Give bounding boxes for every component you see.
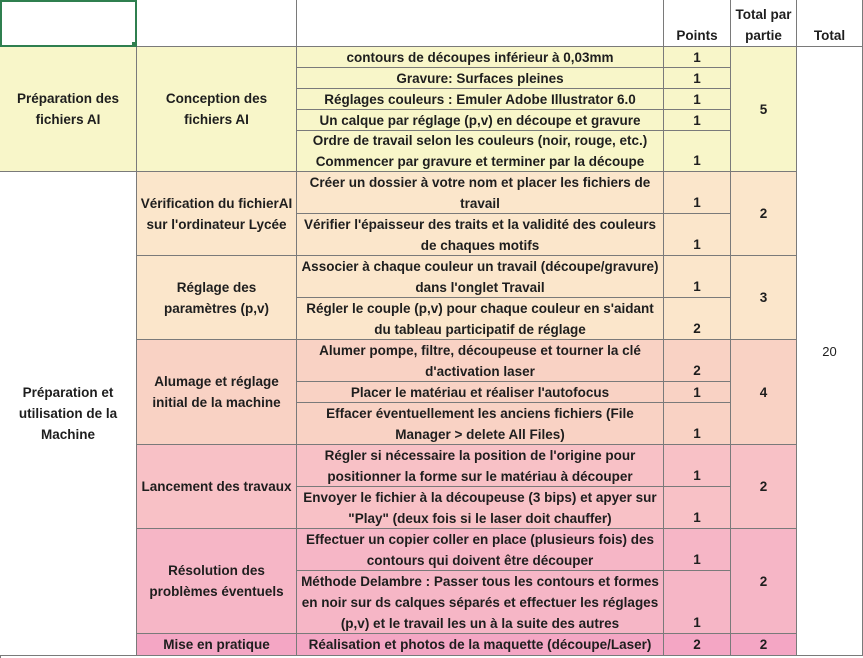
header-blank-cell[interactable]	[297, 0, 664, 47]
criterion-cell: Réalisation et photos de la maquette (découpe/Laser)	[297, 634, 664, 656]
group-reglage: Réglage des paramètres (p,v)	[137, 256, 297, 340]
points-cell: 2	[664, 634, 731, 656]
section-ai: Préparation des fichiers AI	[0, 47, 137, 172]
points-cell: 2	[664, 298, 731, 340]
criterion-cell: Créer un dossier à votre nom et placer les fichiers de travail	[297, 172, 664, 214]
points-cell: 1	[664, 172, 731, 214]
criterion-cell: Régler si nécessaire la position de l'origine pour positionner la forme sur le matériau à découper	[297, 445, 664, 487]
group-resolution: Résolution des problèmes éventuels	[137, 529, 297, 634]
total-partie-cell: 2	[731, 172, 797, 256]
group-allumage: Alumage et réglage initial de la machine	[137, 340, 297, 445]
criterion-cell: Associer à chaque couleur un travail (découpe/gravure) dans l'onglet Travail	[297, 256, 664, 298]
header-blank-cell[interactable]	[137, 0, 297, 47]
criterion-cell: Méthode Delambre : Passer tous les contours et formes en noir sur ds calques séparés et effectuer les réglages (p,v) et le travail les un à la suite des autres	[297, 571, 664, 634]
total-partie-cell: 3	[731, 256, 797, 340]
points-cell: 1	[664, 571, 731, 634]
points-cell: 1	[664, 214, 731, 256]
total-partie-cell: 2	[731, 529, 797, 634]
total-partie-cell: 5	[731, 47, 797, 172]
criterion-cell: Alumer pompe, filtre, découpeuse et tourner la clé d'activation laser	[297, 340, 664, 382]
header-points: Points	[664, 0, 731, 47]
points-cell: 1	[664, 68, 731, 89]
section-machine: Préparation et utilisation de la Machine	[0, 172, 137, 656]
grand-total-cell: 20	[797, 47, 863, 656]
points-cell: 1	[664, 403, 731, 445]
points-cell: 1	[664, 110, 731, 131]
criterion-cell: Placer le matériau et réaliser l'autofocus	[297, 382, 664, 403]
points-cell: 1	[664, 487, 731, 529]
header-blank-cell[interactable]	[0, 0, 137, 47]
criterion-cell: Envoyer le fichier à la découpeuse (3 bips) et apyer sur "Play" (deux fois si le laser doit chauffer)	[297, 487, 664, 529]
criterion-cell: Effectuer un copier coller en place (plusieurs fois) des contours qui doivent être découper	[297, 529, 664, 571]
total-partie-cell: 4	[731, 340, 797, 445]
total-partie-cell: 2	[731, 445, 797, 529]
group-verification: Vérification du fichierAI sur l'ordinateur Lycée	[137, 172, 297, 256]
points-cell: 1	[664, 131, 731, 172]
header-total-partie: Total par partie	[731, 0, 797, 47]
points-cell: 1	[664, 445, 731, 487]
points-cell: 1	[664, 89, 731, 110]
total-partie-cell: 2	[731, 634, 797, 656]
points-cell: 2	[664, 340, 731, 382]
group-mise: Mise en pratique	[137, 634, 297, 656]
criterion-cell: Gravure: Surfaces pleines	[297, 68, 664, 89]
criterion-cell: Effacer éventuellement les anciens fichiers (File Manager > delete All Files)	[297, 403, 664, 445]
group-lancement: Lancement des travaux	[137, 445, 297, 529]
criterion-cell: Réglages couleurs : Emuler Adobe Illustrator 6.0	[297, 89, 664, 110]
criterion-cell: Un calque par réglage (p,v) en découpe et gravure	[297, 110, 664, 131]
header-total: Total	[797, 0, 863, 47]
criterion-cell: contours de découpes inférieur à 0,03mm	[297, 47, 664, 68]
criterion-cell: Vérifier l'épaisseur des traits et la validité des couleurs de chaques motifs	[297, 214, 664, 256]
points-cell: 1	[664, 529, 731, 571]
criterion-cell: Ordre de travail selon les couleurs (noir, rouge, etc.) Commencer par gravure et terminer par la découpe	[297, 131, 664, 172]
points-cell: 1	[664, 382, 731, 403]
points-cell: 1	[664, 47, 731, 68]
points-cell: 1	[664, 256, 731, 298]
group-conception: Conception des fichiers AI	[137, 47, 297, 172]
criterion-cell: Régler le couple (p,v) pour chaque couleur en s'aidant du tableau participatif de réglage	[297, 298, 664, 340]
